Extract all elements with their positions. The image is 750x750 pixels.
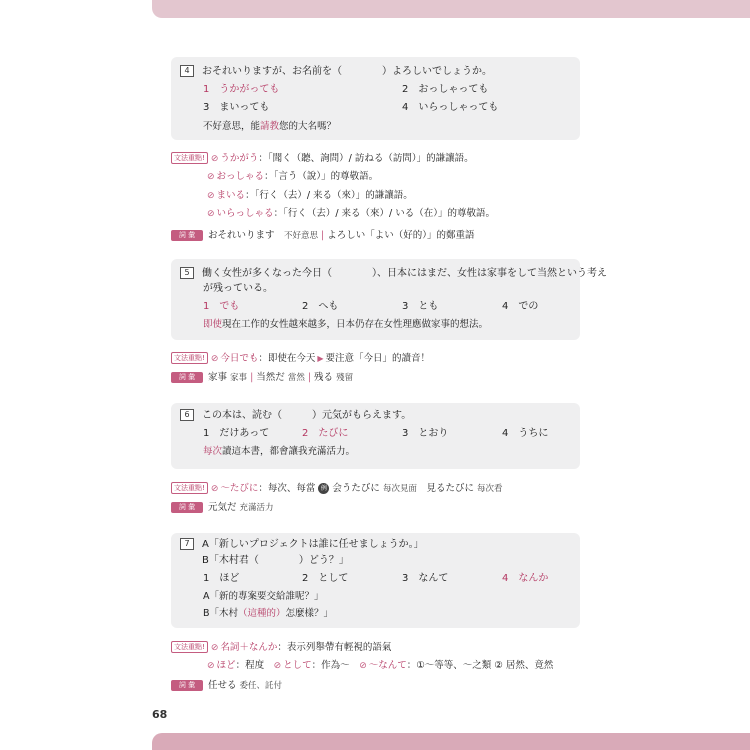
question-6-box (171, 403, 580, 469)
option-3: 3 まいっても (203, 102, 270, 113)
bottom-decorative-band (152, 733, 750, 750)
check-icon: ⊘ (207, 209, 215, 219)
question-4-box (171, 57, 580, 140)
grammar-tag: 文法重點! (171, 482, 208, 494)
example-badge: 例 (318, 483, 329, 494)
check-icon: ⊘ (207, 191, 215, 201)
translation: 不好意思，能請教您的大名嗎？ (203, 121, 337, 132)
question-number: 7 (180, 538, 194, 550)
option-3: 3 とも (402, 301, 439, 312)
vocab-line-7: 詞 彙 任せる 委任、託付 (171, 679, 282, 693)
option-3: 3 なんて (402, 573, 449, 584)
question-6-text: 6 この本は、読む（ ）元気がもらえます。 (180, 409, 411, 423)
grammar-note-4-2: ⊘ おっしゃる：「言う（說）」的尊敬語。 (207, 171, 379, 182)
option-2-correct: 2 たびに (302, 428, 349, 439)
grammar-note-4-4: ⊘ いらっしゃる：「行く（去）/ 来る（來）/ いる（在）」的尊敬語。 (207, 208, 496, 219)
translation: 每次讀這本書，都會讓我充滿活力。 (203, 446, 356, 457)
vocab-tag: 詞 彙 (171, 502, 203, 513)
page-number: 68 (152, 708, 168, 721)
question-7-line-a: 7 A「新しいプロジェクトは誰に任せましょうか。」 (180, 538, 424, 552)
grammar-note-4-3: ⊘ まいる：「行く（去）/ 来る（來）」的謙讓語。 (207, 190, 413, 201)
check-icon: ⊘ (210, 484, 219, 494)
question-5-text-line-1: 5 働く女性が多くなった今日（ ）、日本にはまだ、女性は家事をして当然という考え (180, 267, 607, 281)
option-1: 1 だけあって (203, 428, 270, 439)
check-icon: ⊘ (207, 661, 215, 671)
option-4: 4 での (502, 301, 539, 312)
option-2: 2 おっしゃっても (402, 84, 489, 95)
translation-b: B「木村（這種的）怎麼樣？」 (203, 608, 334, 619)
translation-a: A「新的專案要交給誰呢？」 (203, 591, 324, 602)
vocab-tag: 詞 彙 (171, 230, 203, 241)
grammar-note-7: 文法重點! ⊘ 名詞＋なんか：表示列舉帶有輕視的語氣 (171, 641, 391, 655)
top-decorative-band (152, 0, 750, 18)
option-2: 2 へも (302, 301, 339, 312)
option-1-correct: 1 うかがっても (203, 84, 280, 95)
question-4-text: 4 おそれいりますが、お名前を（ ）よろしいでしょうか。 (180, 65, 492, 79)
check-icon: ⊘ (207, 172, 215, 182)
grammar-note-6: 文法重點! ⊘ ～たびに：每次、每當 例 会うたびに 每次見面 見るたびに 每次看 (171, 482, 503, 496)
vocab-tag: 詞 彙 (171, 680, 203, 691)
grammar-tag: 文法重點! (171, 352, 208, 364)
grammar-tag: 文法重點! (171, 152, 208, 164)
option-3: 3 とおり (402, 428, 449, 439)
check-icon: ⊘ (210, 154, 219, 164)
option-4: 4 いらっしゃっても (402, 102, 499, 113)
vocab-line-4: 詞 彙 おそれいります 不好意思 | よろしい「よい（好的）」的鄭重語 (171, 229, 475, 243)
grammar-tag: 文法重點! (171, 641, 208, 653)
option-4-correct: 4 なんか (502, 573, 549, 584)
grammar-note-7-sub: ⊘ ほど：程度 ⊘ として：作為～ ⊘ ～なんて：①～等等、～之類 ② 居然、竟然 (207, 660, 554, 671)
question-5-box (171, 259, 607, 340)
translation: 即使現在工作的女性越來越多，日本仍存在女性理應做家事的想法。 (203, 319, 489, 330)
question-5-text-line-2: が残っている。 (203, 283, 273, 294)
option-1: 1 ほど (203, 573, 240, 584)
vocab-line-6: 詞 彙 元気だ 充滿活力 (171, 501, 274, 515)
question-7-line-b: B「木村君（ ）どう？」 (202, 555, 349, 566)
check-icon: ⊘ (273, 661, 282, 671)
grammar-note-4-1: 文法重點! ⊘ うかがう：「聞く（聽、詢問）/ 訪ねる（訪問）」的謙讓語。 (171, 152, 474, 166)
question-7-box (171, 533, 580, 628)
option-4: 4 うちに (502, 428, 549, 439)
option-2: 2 として (302, 573, 349, 584)
vocab-tag: 詞 彙 (171, 372, 203, 383)
vocab-line-5: 詞 彙 家事 家事 | 当然だ 當然 | 残る 殘留 (171, 371, 353, 385)
grammar-note-5: 文法重點! ⊘ 今日でも：即使在今天 ▶ 要注意「今日」的讀音！ (171, 352, 430, 366)
check-icon: ⊘ (210, 354, 219, 364)
option-1-correct: 1 でも (203, 301, 240, 312)
arrow-right-icon: ▶ (317, 354, 324, 363)
question-number: 6 (180, 409, 194, 421)
check-icon: ⊘ (210, 643, 219, 653)
question-number: 5 (180, 267, 194, 279)
question-number: 4 (180, 65, 194, 77)
check-icon: ⊘ (359, 661, 367, 671)
